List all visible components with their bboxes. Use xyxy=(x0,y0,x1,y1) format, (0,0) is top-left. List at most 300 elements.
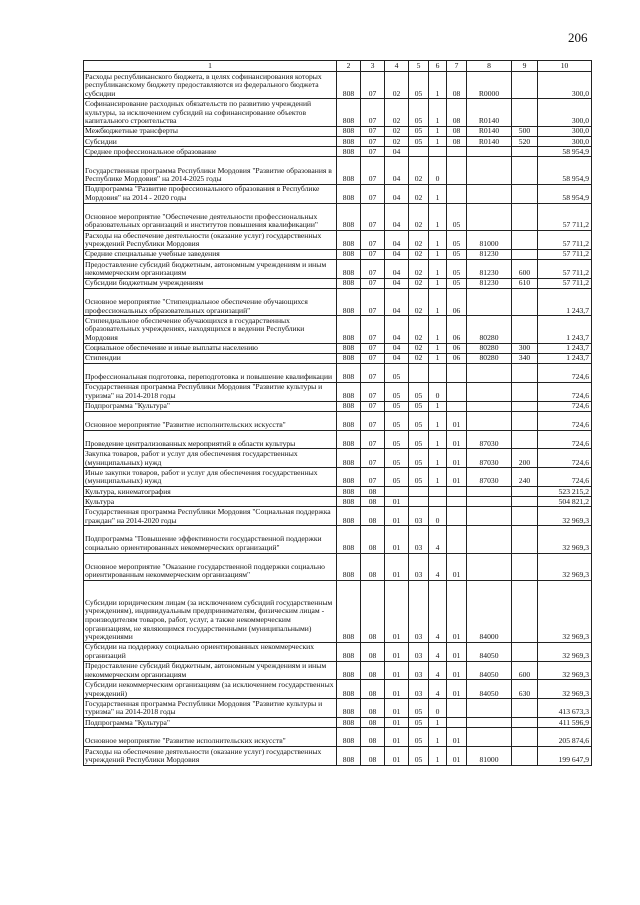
cell-ministry: 808 xyxy=(337,553,361,580)
cell-subprogram: 1 xyxy=(429,126,447,136)
cell-ministry: 808 xyxy=(337,401,361,411)
cell-subsection: 04 xyxy=(385,353,409,363)
col-header: 10 xyxy=(538,61,592,72)
cell-section: 08 xyxy=(361,699,385,718)
cell-amount: 32 969,3 xyxy=(538,553,592,580)
cell-amount: 724,6 xyxy=(538,449,592,468)
cell-event: 06 xyxy=(447,288,467,315)
table-row xyxy=(84,401,592,411)
cell-expense-type xyxy=(512,147,538,157)
cell-target-article: 87030 xyxy=(467,449,512,468)
cell-amount: 411 596,9 xyxy=(538,717,592,727)
cell-subsection: 04 xyxy=(385,203,409,230)
cell-ministry: 808 xyxy=(337,203,361,230)
cell-subprogram: 1 xyxy=(429,288,447,315)
cell-expense-type xyxy=(512,580,538,642)
cell-expense-type: 300 xyxy=(512,343,538,353)
cell-program: 02 xyxy=(409,343,429,353)
cell-subprogram: 1 xyxy=(429,717,447,727)
cell-event: 05 xyxy=(447,249,467,259)
cell-amount: 724,6 xyxy=(538,382,592,401)
cell-subprogram: 4 xyxy=(429,580,447,642)
cell-subsection: 02 xyxy=(385,72,409,99)
cell-program: 05 xyxy=(409,430,429,449)
cell-section: 07 xyxy=(361,411,385,430)
cell-description: Социальное обеспечение и иные выплаты населению xyxy=(84,343,337,353)
table-row xyxy=(84,661,592,680)
cell-event xyxy=(447,157,467,184)
cell-expense-type xyxy=(512,411,538,430)
cell-amount: 724,6 xyxy=(538,411,592,430)
cell-ministry: 808 xyxy=(337,699,361,718)
cell-ministry: 808 xyxy=(337,382,361,401)
cell-description: Субсидии бюджетным учреждениям xyxy=(84,278,337,288)
cell-description: Предоставление субсидий бюджетным, автономным учреждениям и иным некоммерческим организациям xyxy=(84,661,337,680)
cell-event: 08 xyxy=(447,126,467,136)
cell-target-article xyxy=(467,147,512,157)
cell-target-article: 81000 xyxy=(467,230,512,249)
cell-event xyxy=(447,717,467,727)
cell-expense-type xyxy=(512,382,538,401)
cell-subprogram: 4 xyxy=(429,680,447,699)
cell-ministry: 808 xyxy=(337,147,361,157)
cell-section: 07 xyxy=(361,430,385,449)
cell-event: 01 xyxy=(447,728,467,747)
table-row xyxy=(84,249,592,259)
cell-subprogram: 4 xyxy=(429,642,447,661)
cell-description: Подпрограмма "Культура" xyxy=(84,401,337,411)
cell-target-article: 81230 xyxy=(467,249,512,259)
cell-target-article xyxy=(467,526,512,553)
table-row xyxy=(84,497,592,507)
cell-target-article xyxy=(467,184,512,203)
cell-section: 08 xyxy=(361,661,385,680)
cell-amount: 300,0 xyxy=(538,99,592,126)
cell-expense-type xyxy=(512,249,538,259)
cell-expense-type: 600 xyxy=(512,661,538,680)
cell-subsection: 04 xyxy=(385,278,409,288)
cell-expense-type xyxy=(512,717,538,727)
cell-expense-type xyxy=(512,316,538,343)
cell-target-article xyxy=(467,699,512,718)
cell-event: 01 xyxy=(447,449,467,468)
cell-target-article xyxy=(467,288,512,315)
cell-event: 06 xyxy=(447,316,467,343)
cell-description: Субсидии на поддержку социально ориентированных некоммерческих организаций xyxy=(84,642,337,661)
cell-amount: 205 874,6 xyxy=(538,728,592,747)
col-header: 7 xyxy=(447,61,467,72)
cell-event: 05 xyxy=(447,230,467,249)
cell-section: 08 xyxy=(361,526,385,553)
cell-program: 02 xyxy=(409,288,429,315)
cell-amount: 724,6 xyxy=(538,401,592,411)
cell-expense-type xyxy=(512,430,538,449)
cell-subsection: 01 xyxy=(385,553,409,580)
table-row xyxy=(84,184,592,203)
cell-subsection: 02 xyxy=(385,99,409,126)
table-row xyxy=(84,507,592,526)
cell-target-article xyxy=(467,411,512,430)
cell-ministry: 808 xyxy=(337,430,361,449)
cell-amount: 1 243,7 xyxy=(538,288,592,315)
col-header: 4 xyxy=(385,61,409,72)
cell-subprogram: 1 xyxy=(429,184,447,203)
cell-description: Подпрограмма "Повышение эффективности государственной поддержки социально ориентированных некоммерческих организаций" xyxy=(84,526,337,553)
cell-program xyxy=(409,147,429,157)
cell-program: 02 xyxy=(409,249,429,259)
cell-ministry: 808 xyxy=(337,72,361,99)
cell-target-article xyxy=(467,382,512,401)
cell-expense-type xyxy=(512,99,538,126)
cell-subsection: 01 xyxy=(385,746,409,765)
cell-subsection: 05 xyxy=(385,364,409,383)
cell-program: 02 xyxy=(409,230,429,249)
cell-program xyxy=(409,497,429,507)
cell-description: Субсидии xyxy=(84,136,337,146)
cell-event: 08 xyxy=(447,99,467,126)
cell-description: Межбюджетные трансферты xyxy=(84,126,337,136)
cell-expense-type xyxy=(512,203,538,230)
cell-expense-type: 610 xyxy=(512,278,538,288)
cell-subprogram xyxy=(429,364,447,383)
cell-amount: 57 711,2 xyxy=(538,278,592,288)
cell-amount: 300,0 xyxy=(538,72,592,99)
cell-description: Государственная программа Республики Мордовия "Развитие образования в Республике Мордовия" на 2014-2025 годы xyxy=(84,157,337,184)
table-row xyxy=(84,203,592,230)
cell-amount: 413 673,3 xyxy=(538,699,592,718)
col-header: 9 xyxy=(512,61,538,72)
cell-description: Закупка товаров, работ и услуг для обеспечения государственных (муниципальных) нужд xyxy=(84,449,337,468)
cell-section: 08 xyxy=(361,553,385,580)
cell-section: 08 xyxy=(361,680,385,699)
table-row xyxy=(84,699,592,718)
cell-amount: 32 969,3 xyxy=(538,642,592,661)
cell-amount: 1 243,7 xyxy=(538,343,592,353)
cell-program: 05 xyxy=(409,126,429,136)
cell-subprogram: 1 xyxy=(429,353,447,363)
cell-event xyxy=(447,497,467,507)
cell-subsection: 04 xyxy=(385,184,409,203)
cell-section: 07 xyxy=(361,278,385,288)
cell-expense-type xyxy=(512,401,538,411)
cell-program: 03 xyxy=(409,553,429,580)
cell-ministry: 808 xyxy=(337,642,361,661)
cell-description: Проведение централизованных мероприятий в области культуры xyxy=(84,430,337,449)
cell-subsection: 04 xyxy=(385,288,409,315)
table-row xyxy=(84,99,592,126)
cell-subprogram: 1 xyxy=(429,259,447,278)
cell-event: 05 xyxy=(447,259,467,278)
cell-ministry: 808 xyxy=(337,184,361,203)
cell-expense-type xyxy=(512,230,538,249)
cell-ministry: 808 xyxy=(337,526,361,553)
cell-ministry: 808 xyxy=(337,468,361,487)
cell-event xyxy=(447,364,467,383)
cell-subprogram: 1 xyxy=(429,430,447,449)
cell-expense-type: 240 xyxy=(512,468,538,487)
cell-subsection: 05 xyxy=(385,449,409,468)
cell-expense-type xyxy=(512,184,538,203)
cell-expense-type xyxy=(512,699,538,718)
cell-target-article: 84000 xyxy=(467,580,512,642)
cell-ministry: 808 xyxy=(337,580,361,642)
cell-program: 05 xyxy=(409,468,429,487)
cell-description: Средние специальные учебные заведения xyxy=(84,249,337,259)
cell-target-article: 84050 xyxy=(467,680,512,699)
cell-program: 03 xyxy=(409,680,429,699)
cell-target-article: 80280 xyxy=(467,353,512,363)
table-row xyxy=(84,126,592,136)
cell-target-article: 81230 xyxy=(467,259,512,278)
cell-amount: 1 243,7 xyxy=(538,316,592,343)
cell-subprogram: 4 xyxy=(429,661,447,680)
cell-ministry: 808 xyxy=(337,717,361,727)
cell-section: 08 xyxy=(361,487,385,497)
cell-subprogram: 1 xyxy=(429,278,447,288)
cell-amount: 300,0 xyxy=(538,126,592,136)
cell-event: 05 xyxy=(447,278,467,288)
table-row xyxy=(84,353,592,363)
cell-target-article: 81230 xyxy=(467,278,512,288)
cell-description: Государственная программа Республики Мордовия "Развитие культуры и туризма" на 2014-2018 годы xyxy=(84,382,337,401)
cell-amount: 1 243,7 xyxy=(538,353,592,363)
cell-subsection: 05 xyxy=(385,468,409,487)
cell-amount: 32 969,3 xyxy=(538,680,592,699)
cell-subprogram: 1 xyxy=(429,401,447,411)
cell-section: 07 xyxy=(361,99,385,126)
cell-program: 05 xyxy=(409,99,429,126)
cell-ministry: 808 xyxy=(337,157,361,184)
table-row xyxy=(84,642,592,661)
cell-description: Профессиональная подготовка, переподготовка и повышение квалификации xyxy=(84,364,337,383)
cell-target-article xyxy=(467,203,512,230)
cell-target-article xyxy=(467,487,512,497)
cell-event xyxy=(447,526,467,553)
cell-ministry: 808 xyxy=(337,249,361,259)
budget-table xyxy=(83,60,592,766)
cell-section: 08 xyxy=(361,746,385,765)
cell-description: Субсидии юридическим лицам (за исключением субсидий государственным учреждениям), индивидуальным предпринимателям, физическим лицам - производителям товаров, работ, услуг, а также некоммерческим организациям, не являющимся государственными (муниципальными) учреждениями xyxy=(84,580,337,642)
cell-description: Предоставление субсидий бюджетным, автономным учреждениям и иным некоммерческим организациям xyxy=(84,259,337,278)
cell-ministry: 808 xyxy=(337,746,361,765)
cell-program: 05 xyxy=(409,72,429,99)
cell-expense-type: 500 xyxy=(512,126,538,136)
cell-subprogram: 0 xyxy=(429,507,447,526)
cell-description: Стипендии xyxy=(84,353,337,363)
cell-subprogram xyxy=(429,487,447,497)
cell-subsection: 01 xyxy=(385,699,409,718)
cell-section: 08 xyxy=(361,580,385,642)
cell-program: 05 xyxy=(409,136,429,146)
cell-program xyxy=(409,364,429,383)
cell-expense-type: 520 xyxy=(512,136,538,146)
cell-expense-type: 630 xyxy=(512,680,538,699)
cell-section: 07 xyxy=(361,136,385,146)
cell-target-article xyxy=(467,497,512,507)
cell-amount: 57 711,2 xyxy=(538,230,592,249)
cell-expense-type xyxy=(512,507,538,526)
budget-table-container xyxy=(83,60,591,766)
cell-ministry: 808 xyxy=(337,99,361,126)
cell-subprogram: 1 xyxy=(429,203,447,230)
cell-ministry: 808 xyxy=(337,136,361,146)
cell-section: 07 xyxy=(361,382,385,401)
cell-expense-type: 600 xyxy=(512,259,538,278)
table-row xyxy=(84,72,592,99)
cell-subprogram: 4 xyxy=(429,553,447,580)
cell-subprogram: 1 xyxy=(429,449,447,468)
cell-description: Подпрограмма "Культура" xyxy=(84,717,337,727)
cell-program xyxy=(409,487,429,497)
cell-target-article xyxy=(467,717,512,727)
cell-event xyxy=(447,184,467,203)
cell-section: 07 xyxy=(361,203,385,230)
cell-subprogram: 1 xyxy=(429,343,447,353)
cell-subprogram: 0 xyxy=(429,382,447,401)
cell-expense-type xyxy=(512,746,538,765)
cell-event: 01 xyxy=(447,661,467,680)
cell-subsection: 05 xyxy=(385,430,409,449)
cell-target-article: R0140 xyxy=(467,136,512,146)
header-row xyxy=(84,61,592,72)
cell-subprogram: 1 xyxy=(429,468,447,487)
cell-target-article: 87030 xyxy=(467,468,512,487)
cell-subprogram: 1 xyxy=(429,99,447,126)
col-header: 6 xyxy=(429,61,447,72)
cell-description: Культура xyxy=(84,497,337,507)
cell-section: 07 xyxy=(361,147,385,157)
col-header: 2 xyxy=(337,61,361,72)
cell-expense-type xyxy=(512,364,538,383)
cell-amount: 724,6 xyxy=(538,430,592,449)
cell-subsection: 04 xyxy=(385,259,409,278)
cell-subsection: 01 xyxy=(385,507,409,526)
cell-ministry: 808 xyxy=(337,353,361,363)
cell-event xyxy=(447,487,467,497)
cell-subprogram: 1 xyxy=(429,746,447,765)
cell-subsection: 01 xyxy=(385,526,409,553)
cell-ministry: 808 xyxy=(337,487,361,497)
table-row xyxy=(84,382,592,401)
cell-target-article xyxy=(467,364,512,383)
table-row xyxy=(84,487,592,497)
cell-ministry: 808 xyxy=(337,230,361,249)
cell-ministry: 808 xyxy=(337,497,361,507)
cell-program: 05 xyxy=(409,746,429,765)
cell-event xyxy=(447,401,467,411)
cell-event: 01 xyxy=(447,642,467,661)
table-row xyxy=(84,411,592,430)
cell-target-article: 87030 xyxy=(467,430,512,449)
cell-subprogram: 0 xyxy=(429,699,447,718)
cell-program: 05 xyxy=(409,411,429,430)
cell-program: 03 xyxy=(409,526,429,553)
cell-expense-type xyxy=(512,553,538,580)
table-row xyxy=(84,230,592,249)
cell-expense-type xyxy=(512,487,538,497)
cell-program: 03 xyxy=(409,507,429,526)
cell-subprogram xyxy=(429,147,447,157)
cell-subsection: 05 xyxy=(385,382,409,401)
cell-expense-type xyxy=(512,72,538,99)
cell-expense-type xyxy=(512,157,538,184)
cell-section: 07 xyxy=(361,364,385,383)
cell-subsection: 04 xyxy=(385,230,409,249)
page-number: 206 xyxy=(568,30,588,45)
cell-ministry: 808 xyxy=(337,507,361,526)
cell-subprogram: 1 xyxy=(429,411,447,430)
cell-section: 07 xyxy=(361,288,385,315)
cell-event: 08 xyxy=(447,136,467,146)
cell-target-article: 84050 xyxy=(467,642,512,661)
cell-section: 08 xyxy=(361,717,385,727)
cell-section: 07 xyxy=(361,353,385,363)
cell-expense-type xyxy=(512,526,538,553)
cell-event: 06 xyxy=(447,353,467,363)
cell-ministry: 808 xyxy=(337,364,361,383)
cell-program: 05 xyxy=(409,382,429,401)
cell-event: 08 xyxy=(447,72,467,99)
table-row xyxy=(84,157,592,184)
cell-program: 03 xyxy=(409,642,429,661)
cell-subsection: 01 xyxy=(385,680,409,699)
cell-subsection: 01 xyxy=(385,661,409,680)
cell-amount: 58 954,9 xyxy=(538,184,592,203)
cell-ministry: 808 xyxy=(337,661,361,680)
cell-description: Расходы на обеспечение деятельности (оказание услуг) государственных учреждений Республики Мордовия xyxy=(84,746,337,765)
cell-subprogram: 1 xyxy=(429,230,447,249)
cell-section: 07 xyxy=(361,343,385,353)
cell-description: Культура, кинематография xyxy=(84,487,337,497)
cell-subprogram: 1 xyxy=(429,728,447,747)
cell-amount: 300,0 xyxy=(538,136,592,146)
cell-target-article xyxy=(467,507,512,526)
cell-description: Государственная программа Республики Мордовия "Развитие культуры и туризма" на 2014-2018 годы xyxy=(84,699,337,718)
cell-section: 07 xyxy=(361,259,385,278)
cell-subsection: 04 xyxy=(385,316,409,343)
cell-amount: 199 647,9 xyxy=(538,746,592,765)
cell-amount: 32 969,3 xyxy=(538,580,592,642)
cell-program: 02 xyxy=(409,203,429,230)
cell-ministry: 808 xyxy=(337,278,361,288)
cell-program: 02 xyxy=(409,278,429,288)
table-row xyxy=(84,364,592,383)
table-row xyxy=(84,553,592,580)
cell-description: Основное мероприятие "Обеспечение деятельности профессиональных образовательных организаций и институтов повышения квалификации" xyxy=(84,203,337,230)
cell-section: 07 xyxy=(361,316,385,343)
table-row xyxy=(84,526,592,553)
table-row xyxy=(84,580,592,642)
table-row xyxy=(84,259,592,278)
cell-subsection: 01 xyxy=(385,728,409,747)
cell-subsection: 05 xyxy=(385,411,409,430)
cell-section: 07 xyxy=(361,184,385,203)
table-row xyxy=(84,278,592,288)
cell-section: 07 xyxy=(361,249,385,259)
cell-subprogram: 1 xyxy=(429,72,447,99)
cell-subsection: 04 xyxy=(385,157,409,184)
cell-event: 01 xyxy=(447,553,467,580)
cell-event: 01 xyxy=(447,468,467,487)
cell-amount: 724,6 xyxy=(538,364,592,383)
cell-subsection: 02 xyxy=(385,126,409,136)
cell-section: 08 xyxy=(361,507,385,526)
col-header: 5 xyxy=(409,61,429,72)
cell-expense-type xyxy=(512,288,538,315)
cell-section: 08 xyxy=(361,497,385,507)
cell-target-article: 80280 xyxy=(467,316,512,343)
cell-program: 05 xyxy=(409,717,429,727)
